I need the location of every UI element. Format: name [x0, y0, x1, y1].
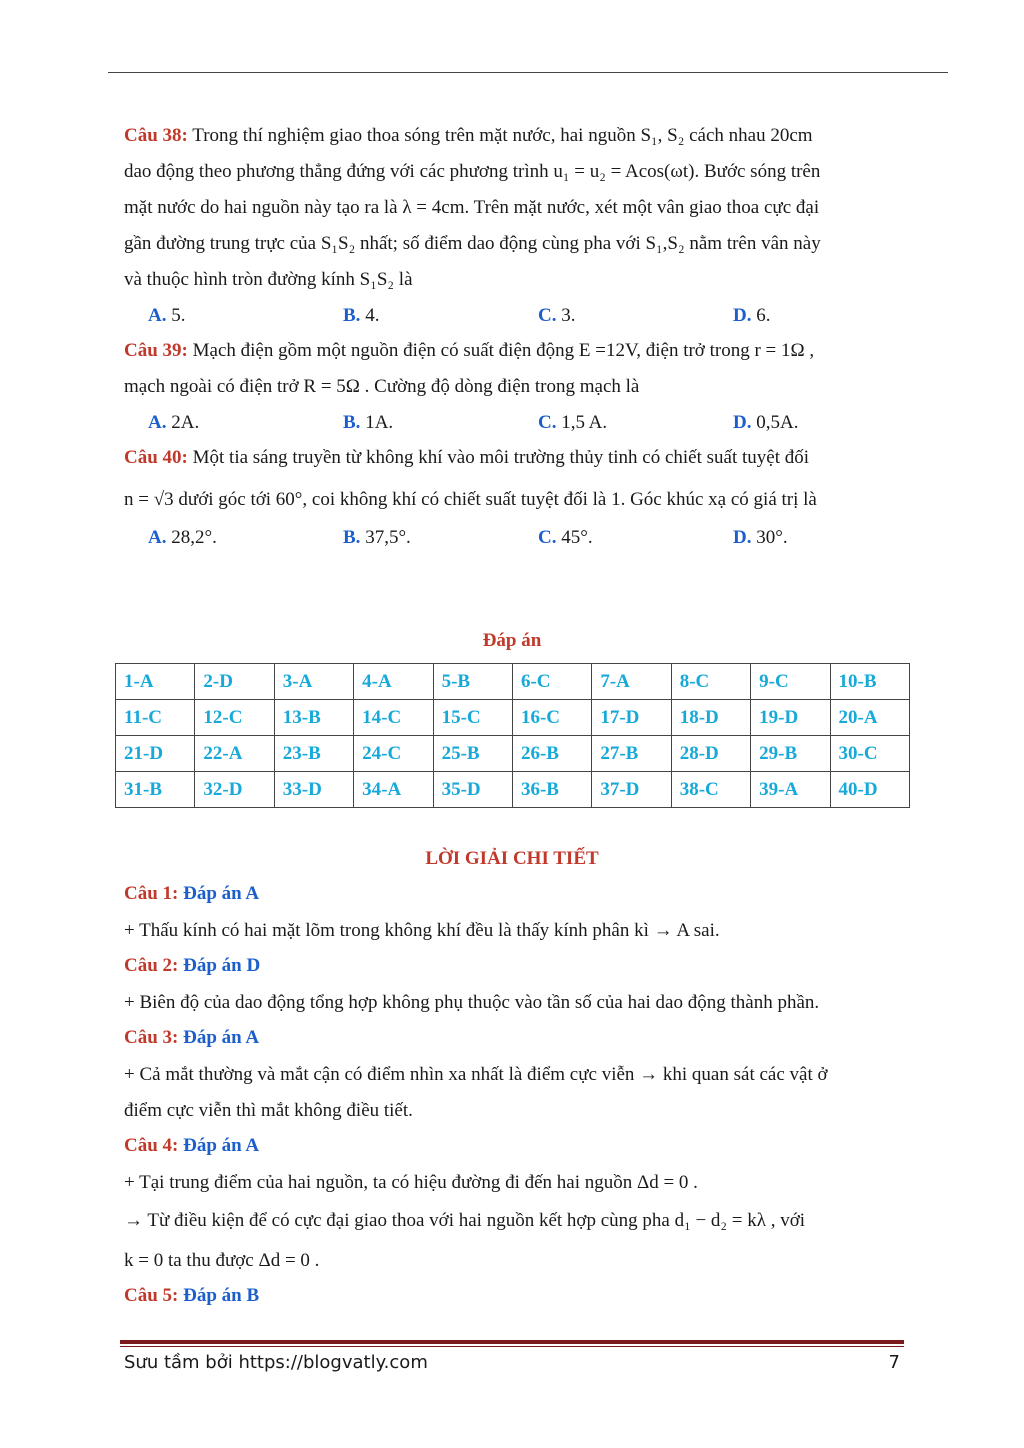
- answer-cell: 20-A: [830, 700, 909, 736]
- answer-cell: 24-C: [354, 736, 433, 772]
- answer-cell: 26-B: [512, 736, 591, 772]
- footer-rule-thin: [120, 1346, 904, 1347]
- option-d: D. 30°.: [733, 527, 788, 548]
- solution-heading-4: Câu 4: Đáp án A: [124, 1135, 260, 1156]
- answer-cell: 36-B: [512, 772, 591, 808]
- solution-text: + Thấu kính có hai mặt lõm trong không khí đều là thấy kính phân kì → A sai.: [124, 920, 720, 941]
- answer-cell: 10-B: [830, 664, 909, 700]
- solution-heading-5: Câu 5: Đáp án B: [124, 1285, 260, 1306]
- answer-cell: 28-D: [671, 736, 750, 772]
- solution-heading-2: Câu 2: Đáp án D: [124, 955, 261, 976]
- answer-row: [116, 664, 910, 700]
- option-c: C. 1,5 A.: [538, 412, 608, 433]
- answer-cell: 34-A: [354, 772, 433, 808]
- answer-cell: 19-D: [751, 700, 830, 736]
- question-39: [124, 333, 900, 441]
- answer-cell: 37-D: [592, 772, 671, 808]
- answer-cell: 2-D: [195, 664, 274, 700]
- question-text: Câu 40: Một tia sáng truyền từ không khí vào môi trường thủy tinh có chiết suất tuyệt đối n = √3 dưới góc tới 60°, coi không khí có chiết suất tuyệt đối là 1. Góc khúc xạ có giá trị là: [124, 447, 817, 510]
- question-text: Câu 39: Mạch điện gồm một nguồn điện có suất điện động E =12V, điện trở trong r = 1Ω , mạch ngoài có điện trở R = 5Ω . Cường độ dòng điện trong mạch là: [124, 340, 815, 397]
- answer-cell: 38-C: [671, 772, 750, 808]
- answer-cell: 7-A: [592, 664, 671, 700]
- question-label: Câu 40:: [124, 447, 188, 468]
- answer-cell: 1-A: [116, 664, 195, 700]
- option-b: B. 4.: [343, 305, 380, 326]
- option-a: A. 5.: [148, 305, 186, 326]
- answer-cell: 23-B: [274, 736, 353, 772]
- header-rule: [108, 72, 948, 73]
- option-a: A. 28,2°.: [148, 527, 217, 548]
- answer-row: [116, 736, 910, 772]
- option-b: B. 37,5°.: [343, 527, 411, 548]
- answer-cell: 11-C: [116, 700, 195, 736]
- question-label: Câu 38:: [124, 125, 188, 146]
- answer-cell: 21-D: [116, 736, 195, 772]
- answer-cell: 30-C: [830, 736, 909, 772]
- question-38: [124, 118, 900, 334]
- option-b: B. 1A.: [343, 412, 394, 433]
- answer-cell: 6-C: [512, 664, 591, 700]
- answer-cell: 18-D: [671, 700, 750, 736]
- options-row: [124, 520, 900, 556]
- question-label: Câu 39:: [124, 340, 188, 361]
- solution-text: + Cả mắt thường và mắt cận có điểm nhìn xa nhất là điểm cực viễn → khi quan sát các vật ở: [124, 1064, 828, 1085]
- solutions-title: LỜI GIẢI CHI TIẾT: [425, 848, 599, 869]
- answer-cell: 25-B: [433, 736, 512, 772]
- page-number: 7: [888, 1352, 900, 1373]
- answer-cell: 13-B: [274, 700, 353, 736]
- solution-heading-1: Câu 1: Đáp án A: [124, 883, 260, 904]
- footer-rule: [120, 1340, 904, 1344]
- option-a: A. 2A.: [148, 412, 200, 433]
- option-c: C. 3.: [538, 305, 576, 326]
- answer-key-title: Đáp án: [482, 630, 542, 651]
- answer-row: [116, 700, 910, 736]
- options-row: [124, 298, 900, 334]
- option-d: D. 0,5A.: [733, 412, 799, 433]
- solution-text: k = 0 ta thu được Δd = 0 .: [124, 1250, 320, 1271]
- answer-cell: 15-C: [433, 700, 512, 736]
- answer-cell: 33-D: [274, 772, 353, 808]
- answer-cell: 29-B: [751, 736, 830, 772]
- footer-source: Sưu tầm bởi https://blogvatly.com: [124, 1352, 428, 1373]
- option-d: D. 6.: [733, 305, 771, 326]
- answer-cell: 8-C: [671, 664, 750, 700]
- solution-text: + Tại trung điểm của hai nguồn, ta có hiệu đường đi đến hai nguồn Δd = 0 .: [124, 1172, 698, 1193]
- answer-cell: 5-B: [433, 664, 512, 700]
- answer-cell: 4-A: [354, 664, 433, 700]
- answer-cell: 39-A: [751, 772, 830, 808]
- question-40: [124, 440, 900, 556]
- solution-heading-3: Câu 3: Đáp án A: [124, 1027, 260, 1048]
- options-row: [124, 405, 900, 441]
- answer-cell: 17-D: [592, 700, 671, 736]
- solution-text: → Từ điều kiện để có cực đại giao thoa với hai nguồn kết hợp cùng pha d₁ − d₂ = kλ , với: [124, 1210, 806, 1231]
- answer-cell: 22-A: [195, 736, 274, 772]
- answer-cell: 14-C: [354, 700, 433, 736]
- answer-cell: 9-C: [751, 664, 830, 700]
- answer-key-table: [115, 663, 910, 808]
- answer-cell: 12-C: [195, 700, 274, 736]
- answer-cell: 32-D: [195, 772, 274, 808]
- solution-text: điểm cực viễn thì mắt không điều tiết.: [124, 1100, 413, 1121]
- answer-cell: 16-C: [512, 700, 591, 736]
- answer-cell: 31-B: [116, 772, 195, 808]
- answer-row: [116, 772, 910, 808]
- answer-cell: 27-B: [592, 736, 671, 772]
- answer-cell: 35-D: [433, 772, 512, 808]
- question-text: Câu 38: Trong thí nghiệm giao thoa sóng trên mặt nước, hai nguồn S₁, S₂ cách nhau 20cm dao động theo phương thẳng đứng với các phương trình u₁ = u₂ = Acos(ωt). Bước sóng trên mặt nước do hai nguồn này tạo ra là λ = 4cm. Trên mặt nước, xét một vân giao thoa cực đại gần đường trung trực của S₁S₂ nhất; số điểm dao động cùng pha với S₁,S₂ nằm trên vân này và thuộc hình tròn đường kính S₁S₂ là: [124, 125, 821, 290]
- solution-text: + Biên độ của dao động tổng hợp không phụ thuộc vào tần số của hai dao động thành phần.: [124, 992, 820, 1013]
- answer-cell: 3-A: [274, 664, 353, 700]
- answer-cell: 40-D: [830, 772, 909, 808]
- option-c: C. 45°.: [538, 527, 593, 548]
